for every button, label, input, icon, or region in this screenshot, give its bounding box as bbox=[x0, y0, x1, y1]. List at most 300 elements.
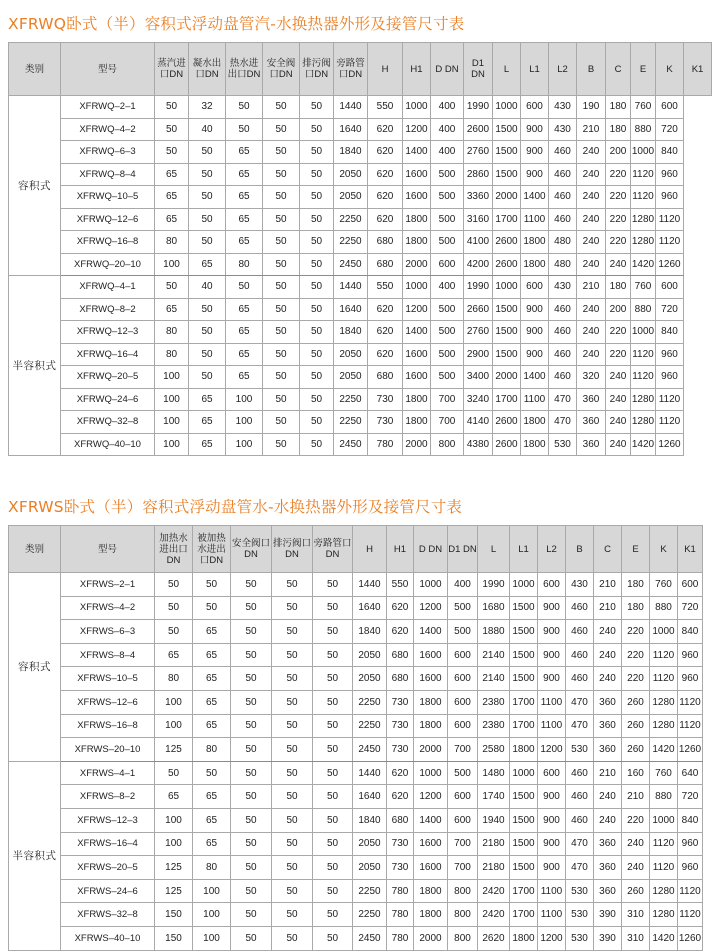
value-cell: 400 bbox=[431, 96, 464, 119]
value-cell: 2050 bbox=[334, 186, 368, 209]
model-cell: XFRWQ–4–2 bbox=[61, 118, 155, 141]
table-row bbox=[9, 298, 712, 321]
value-cell: 80 bbox=[155, 343, 189, 366]
model-cell: XFRWS–8–2 bbox=[61, 785, 155, 809]
value-cell: 65 bbox=[226, 186, 263, 209]
table-row bbox=[9, 738, 703, 762]
value-cell: 700 bbox=[448, 738, 478, 762]
value-cell: 50 bbox=[300, 366, 334, 389]
value-cell: 680 bbox=[387, 667, 414, 691]
value-cell: 840 bbox=[678, 808, 703, 832]
value-cell: 1800 bbox=[414, 879, 448, 903]
value-cell: 460 bbox=[566, 620, 594, 644]
value-cell: 1600 bbox=[414, 832, 448, 856]
value-cell: 210 bbox=[577, 118, 606, 141]
value-cell: 50 bbox=[272, 714, 313, 738]
value-cell: 1880 bbox=[478, 620, 510, 644]
value-cell: 500 bbox=[431, 208, 464, 231]
value-cell: 50 bbox=[313, 761, 353, 785]
value-cell: 2050 bbox=[353, 667, 387, 691]
value-cell: 780 bbox=[387, 926, 414, 950]
value-cell: 360 bbox=[594, 832, 622, 856]
value-cell: 50 bbox=[155, 761, 193, 785]
value-cell: 4140 bbox=[464, 411, 493, 434]
value-cell: 2250 bbox=[353, 879, 387, 903]
value-cell: 400 bbox=[431, 276, 464, 299]
value-cell: 50 bbox=[193, 573, 231, 597]
value-cell: 1120 bbox=[678, 714, 703, 738]
value-cell: 500 bbox=[448, 761, 478, 785]
table-row bbox=[9, 231, 712, 254]
value-cell: 240 bbox=[594, 808, 622, 832]
value-cell: 1120 bbox=[631, 343, 656, 366]
value-cell: 430 bbox=[549, 276, 577, 299]
value-cell: 50 bbox=[231, 620, 272, 644]
value-cell: 50 bbox=[155, 96, 189, 119]
value-cell: 50 bbox=[155, 276, 189, 299]
value-cell: 2600 bbox=[464, 118, 493, 141]
category-cell: 半容积式 bbox=[9, 276, 61, 456]
value-cell: 180 bbox=[606, 96, 631, 119]
table-row bbox=[9, 926, 703, 950]
value-cell: 1000 bbox=[650, 808, 678, 832]
value-cell: 1500 bbox=[510, 620, 538, 644]
table-row bbox=[9, 96, 712, 119]
value-cell: 480 bbox=[549, 231, 577, 254]
value-cell: 1500 bbox=[493, 141, 521, 164]
value-cell: 100 bbox=[226, 388, 263, 411]
value-cell: 1100 bbox=[521, 208, 549, 231]
value-cell: 900 bbox=[521, 298, 549, 321]
value-cell: 1280 bbox=[631, 231, 656, 254]
value-cell: 760 bbox=[650, 761, 678, 785]
table-row bbox=[9, 903, 703, 927]
value-cell: 200 bbox=[606, 141, 631, 164]
value-cell: 220 bbox=[622, 643, 650, 667]
value-cell: 900 bbox=[538, 785, 566, 809]
value-cell: 2600 bbox=[493, 433, 521, 456]
value-cell: 620 bbox=[368, 343, 403, 366]
table-row bbox=[9, 186, 712, 209]
value-cell: 1800 bbox=[403, 388, 431, 411]
value-cell: 1800 bbox=[414, 714, 448, 738]
value-cell: 50 bbox=[272, 808, 313, 832]
value-cell: 880 bbox=[650, 596, 678, 620]
value-cell: 460 bbox=[566, 596, 594, 620]
value-cell: 1000 bbox=[493, 96, 521, 119]
value-cell: 65 bbox=[226, 321, 263, 344]
column-header: L1 bbox=[521, 43, 549, 96]
value-cell: 1600 bbox=[403, 366, 431, 389]
value-cell: 460 bbox=[549, 163, 577, 186]
value-cell: 1800 bbox=[403, 208, 431, 231]
value-cell: 2450 bbox=[353, 738, 387, 762]
value-cell: 1000 bbox=[510, 761, 538, 785]
value-cell: 1740 bbox=[478, 785, 510, 809]
value-cell: 2620 bbox=[478, 926, 510, 950]
column-header: K1 bbox=[684, 43, 712, 96]
value-cell: 50 bbox=[272, 761, 313, 785]
column-header: B bbox=[577, 43, 606, 96]
value-cell: 2250 bbox=[353, 714, 387, 738]
value-cell: 700 bbox=[431, 388, 464, 411]
column-header: 安全阀口DN bbox=[263, 43, 300, 96]
value-cell: 50 bbox=[263, 253, 300, 276]
value-cell: 1000 bbox=[403, 96, 431, 119]
value-cell: 460 bbox=[566, 785, 594, 809]
value-cell: 1800 bbox=[414, 903, 448, 927]
value-cell: 680 bbox=[387, 643, 414, 667]
value-cell: 2000 bbox=[414, 926, 448, 950]
value-cell: 240 bbox=[577, 186, 606, 209]
value-cell: 620 bbox=[368, 186, 403, 209]
value-cell: 260 bbox=[622, 714, 650, 738]
value-cell: 2600 bbox=[493, 253, 521, 276]
value-cell: 900 bbox=[521, 321, 549, 344]
value-cell: 600 bbox=[656, 96, 684, 119]
table-row bbox=[9, 832, 703, 856]
column-header: 型号 bbox=[61, 43, 155, 96]
value-cell: 1700 bbox=[493, 208, 521, 231]
model-cell: XFRWS–2–1 bbox=[61, 573, 155, 597]
value-cell: 50 bbox=[263, 298, 300, 321]
value-cell: 1500 bbox=[510, 596, 538, 620]
column-header: H1 bbox=[387, 526, 414, 573]
value-cell: 2600 bbox=[493, 231, 521, 254]
value-cell: 600 bbox=[448, 643, 478, 667]
value-cell: 65 bbox=[226, 231, 263, 254]
value-cell: 180 bbox=[622, 596, 650, 620]
value-cell: 2180 bbox=[478, 832, 510, 856]
value-cell: 400 bbox=[448, 573, 478, 597]
value-cell: 460 bbox=[566, 808, 594, 832]
value-cell: 470 bbox=[549, 388, 577, 411]
value-cell: 500 bbox=[431, 321, 464, 344]
value-cell: 4100 bbox=[464, 231, 493, 254]
value-cell: 500 bbox=[431, 343, 464, 366]
value-cell: 100 bbox=[155, 366, 189, 389]
value-cell: 360 bbox=[594, 856, 622, 880]
value-cell: 390 bbox=[594, 903, 622, 927]
value-cell: 620 bbox=[387, 596, 414, 620]
value-cell: 50 bbox=[313, 643, 353, 667]
value-cell: 730 bbox=[387, 738, 414, 762]
value-cell: 310 bbox=[622, 926, 650, 950]
value-cell: 50 bbox=[313, 856, 353, 880]
value-cell: 1120 bbox=[656, 388, 684, 411]
value-cell: 1200 bbox=[538, 926, 566, 950]
value-cell: 1840 bbox=[353, 620, 387, 644]
column-header: L2 bbox=[538, 526, 566, 573]
column-header: 类别 bbox=[9, 43, 61, 96]
value-cell: 50 bbox=[313, 596, 353, 620]
value-cell: 100 bbox=[193, 903, 231, 927]
value-cell: 1120 bbox=[650, 832, 678, 856]
value-cell: 50 bbox=[300, 118, 334, 141]
value-cell: 260 bbox=[622, 690, 650, 714]
model-cell: XFRWQ–6–3 bbox=[61, 141, 155, 164]
value-cell: 1500 bbox=[493, 118, 521, 141]
value-cell: 960 bbox=[678, 832, 703, 856]
value-cell: 50 bbox=[300, 231, 334, 254]
value-cell: 50 bbox=[189, 298, 226, 321]
value-cell: 760 bbox=[631, 276, 656, 299]
value-cell: 50 bbox=[300, 141, 334, 164]
value-cell: 50 bbox=[226, 118, 263, 141]
value-cell: 65 bbox=[193, 643, 231, 667]
value-cell: 1280 bbox=[650, 690, 678, 714]
value-cell: 2760 bbox=[464, 321, 493, 344]
value-cell: 2050 bbox=[353, 832, 387, 856]
column-header: L bbox=[478, 526, 510, 573]
value-cell: 500 bbox=[448, 620, 478, 644]
value-cell: 960 bbox=[656, 366, 684, 389]
value-cell: 800 bbox=[431, 433, 464, 456]
value-cell: 50 bbox=[272, 573, 313, 597]
value-cell: 1500 bbox=[510, 667, 538, 691]
value-cell: 480 bbox=[549, 253, 577, 276]
value-cell: 1440 bbox=[353, 573, 387, 597]
value-cell: 1800 bbox=[521, 433, 549, 456]
value-cell: 50 bbox=[300, 253, 334, 276]
value-cell: 2380 bbox=[478, 690, 510, 714]
value-cell: 160 bbox=[622, 761, 650, 785]
value-cell: 100 bbox=[155, 832, 193, 856]
value-cell: 65 bbox=[193, 690, 231, 714]
value-cell: 50 bbox=[272, 879, 313, 903]
value-cell: 240 bbox=[594, 667, 622, 691]
value-cell: 80 bbox=[155, 231, 189, 254]
value-cell: 530 bbox=[566, 738, 594, 762]
category-cell: 容积式 bbox=[9, 573, 61, 762]
value-cell: 210 bbox=[622, 785, 650, 809]
value-cell: 65 bbox=[193, 667, 231, 691]
value-cell: 1280 bbox=[650, 714, 678, 738]
value-cell: 1800 bbox=[403, 411, 431, 434]
value-cell: 50 bbox=[155, 596, 193, 620]
value-cell: 50 bbox=[272, 832, 313, 856]
value-cell: 50 bbox=[300, 411, 334, 434]
value-cell: 50 bbox=[313, 879, 353, 903]
value-cell: 50 bbox=[231, 596, 272, 620]
value-cell: 1000 bbox=[403, 276, 431, 299]
value-cell: 210 bbox=[594, 573, 622, 597]
value-cell: 620 bbox=[368, 298, 403, 321]
value-cell: 50 bbox=[263, 411, 300, 434]
value-cell: 50 bbox=[300, 208, 334, 231]
value-cell: 1800 bbox=[403, 231, 431, 254]
value-cell: 1440 bbox=[334, 96, 368, 119]
header-row bbox=[9, 43, 712, 96]
value-cell: 50 bbox=[272, 903, 313, 927]
value-cell: 50 bbox=[313, 667, 353, 691]
value-cell: 1600 bbox=[403, 186, 431, 209]
value-cell: 620 bbox=[387, 620, 414, 644]
value-cell: 50 bbox=[263, 276, 300, 299]
value-cell: 1800 bbox=[521, 253, 549, 276]
table-row bbox=[9, 667, 703, 691]
value-cell: 2250 bbox=[353, 690, 387, 714]
value-cell: 1800 bbox=[521, 231, 549, 254]
value-cell: 1260 bbox=[656, 433, 684, 456]
value-cell: 1120 bbox=[678, 879, 703, 903]
value-cell: 2250 bbox=[334, 208, 368, 231]
value-cell: 780 bbox=[387, 903, 414, 927]
value-cell: 50 bbox=[263, 366, 300, 389]
value-cell: 50 bbox=[231, 738, 272, 762]
value-cell: 50 bbox=[272, 856, 313, 880]
model-cell: XFRWS–32–8 bbox=[61, 903, 155, 927]
value-cell: 50 bbox=[263, 433, 300, 456]
model-cell: XFRWS–20–5 bbox=[61, 856, 155, 880]
value-cell: 1400 bbox=[403, 141, 431, 164]
value-cell: 50 bbox=[231, 926, 272, 950]
value-cell: 1500 bbox=[510, 808, 538, 832]
value-cell: 1120 bbox=[631, 163, 656, 186]
value-cell: 470 bbox=[566, 714, 594, 738]
value-cell: 1600 bbox=[414, 643, 448, 667]
value-cell: 1400 bbox=[414, 808, 448, 832]
value-cell: 1840 bbox=[334, 321, 368, 344]
value-cell: 125 bbox=[155, 738, 193, 762]
value-cell: 220 bbox=[622, 667, 650, 691]
value-cell: 50 bbox=[263, 163, 300, 186]
column-header: 被加热水进出口DN bbox=[193, 526, 231, 573]
value-cell: 100 bbox=[155, 411, 189, 434]
model-cell: XFRWS–12–3 bbox=[61, 808, 155, 832]
model-cell: XFRWQ–8–2 bbox=[61, 298, 155, 321]
value-cell: 680 bbox=[368, 231, 403, 254]
value-cell: 1100 bbox=[521, 388, 549, 411]
value-cell: 240 bbox=[594, 785, 622, 809]
model-cell: XFRWQ–24–6 bbox=[61, 388, 155, 411]
value-cell: 880 bbox=[650, 785, 678, 809]
value-cell: 500 bbox=[431, 298, 464, 321]
value-cell: 50 bbox=[263, 321, 300, 344]
value-cell: 900 bbox=[538, 832, 566, 856]
table-row bbox=[9, 321, 712, 344]
value-cell: 65 bbox=[226, 298, 263, 321]
value-cell: 1100 bbox=[538, 714, 566, 738]
value-cell: 80 bbox=[193, 738, 231, 762]
value-cell: 1700 bbox=[510, 714, 538, 738]
model-cell: XFRWS–6–3 bbox=[61, 620, 155, 644]
value-cell: 50 bbox=[300, 343, 334, 366]
value-cell: 50 bbox=[189, 141, 226, 164]
value-cell: 220 bbox=[606, 186, 631, 209]
table-row bbox=[9, 690, 703, 714]
value-cell: 150 bbox=[155, 926, 193, 950]
value-cell: 1120 bbox=[650, 643, 678, 667]
table2-title: XFRWS卧式（半）容积式浮动盘管水-水换热器外形及接管尺寸表 bbox=[8, 498, 463, 516]
value-cell: 50 bbox=[226, 276, 263, 299]
value-cell: 460 bbox=[566, 667, 594, 691]
value-cell: 3360 bbox=[464, 186, 493, 209]
value-cell: 2420 bbox=[478, 879, 510, 903]
value-cell: 840 bbox=[656, 321, 684, 344]
value-cell: 1120 bbox=[631, 186, 656, 209]
value-cell: 220 bbox=[622, 808, 650, 832]
value-cell: 700 bbox=[431, 411, 464, 434]
value-cell: 240 bbox=[577, 321, 606, 344]
column-header: L2 bbox=[549, 43, 577, 96]
value-cell: 1280 bbox=[631, 208, 656, 231]
value-cell: 1200 bbox=[414, 785, 448, 809]
value-cell: 1420 bbox=[650, 926, 678, 950]
value-cell: 880 bbox=[631, 118, 656, 141]
value-cell: 550 bbox=[368, 96, 403, 119]
value-cell: 50 bbox=[313, 903, 353, 927]
value-cell: 50 bbox=[189, 208, 226, 231]
value-cell: 600 bbox=[448, 785, 478, 809]
value-cell: 32 bbox=[189, 96, 226, 119]
value-cell: 210 bbox=[594, 596, 622, 620]
value-cell: 2050 bbox=[353, 643, 387, 667]
value-cell: 2450 bbox=[334, 433, 368, 456]
category-cell: 容积式 bbox=[9, 96, 61, 276]
value-cell: 50 bbox=[189, 231, 226, 254]
value-cell: 150 bbox=[155, 903, 193, 927]
value-cell: 50 bbox=[231, 714, 272, 738]
value-cell: 730 bbox=[387, 856, 414, 880]
value-cell: 1100 bbox=[538, 903, 566, 927]
value-cell: 680 bbox=[368, 366, 403, 389]
model-cell: XFRWQ–2–1 bbox=[61, 96, 155, 119]
column-header: 旁路管口DN bbox=[334, 43, 368, 96]
value-cell: 360 bbox=[594, 879, 622, 903]
value-cell: 100 bbox=[155, 714, 193, 738]
value-cell: 50 bbox=[313, 620, 353, 644]
value-cell: 360 bbox=[577, 411, 606, 434]
value-cell: 700 bbox=[448, 856, 478, 880]
value-cell: 1400 bbox=[521, 186, 549, 209]
value-cell: 530 bbox=[549, 433, 577, 456]
model-cell: XFRWQ–40–10 bbox=[61, 433, 155, 456]
value-cell: 50 bbox=[313, 808, 353, 832]
value-cell: 65 bbox=[193, 620, 231, 644]
value-cell: 2380 bbox=[478, 714, 510, 738]
value-cell: 50 bbox=[231, 573, 272, 597]
value-cell: 730 bbox=[368, 388, 403, 411]
value-cell: 800 bbox=[448, 926, 478, 950]
value-cell: 780 bbox=[387, 879, 414, 903]
value-cell: 220 bbox=[606, 321, 631, 344]
table2 bbox=[8, 525, 703, 951]
table-row bbox=[9, 879, 703, 903]
value-cell: 1000 bbox=[414, 573, 448, 597]
value-cell: 2450 bbox=[334, 253, 368, 276]
value-cell: 900 bbox=[538, 667, 566, 691]
value-cell: 1600 bbox=[403, 343, 431, 366]
value-cell: 100 bbox=[226, 411, 263, 434]
value-cell: 100 bbox=[155, 253, 189, 276]
value-cell: 550 bbox=[387, 573, 414, 597]
value-cell: 2140 bbox=[478, 667, 510, 691]
value-cell: 390 bbox=[594, 926, 622, 950]
value-cell: 2180 bbox=[478, 856, 510, 880]
value-cell: 50 bbox=[300, 298, 334, 321]
value-cell: 50 bbox=[313, 926, 353, 950]
value-cell: 260 bbox=[622, 879, 650, 903]
value-cell: 470 bbox=[566, 832, 594, 856]
value-cell: 240 bbox=[577, 163, 606, 186]
value-cell: 1400 bbox=[414, 620, 448, 644]
model-cell: XFRWS–12–6 bbox=[61, 690, 155, 714]
value-cell: 1000 bbox=[650, 620, 678, 644]
value-cell: 730 bbox=[387, 832, 414, 856]
value-cell: 65 bbox=[226, 343, 263, 366]
value-cell: 900 bbox=[521, 141, 549, 164]
